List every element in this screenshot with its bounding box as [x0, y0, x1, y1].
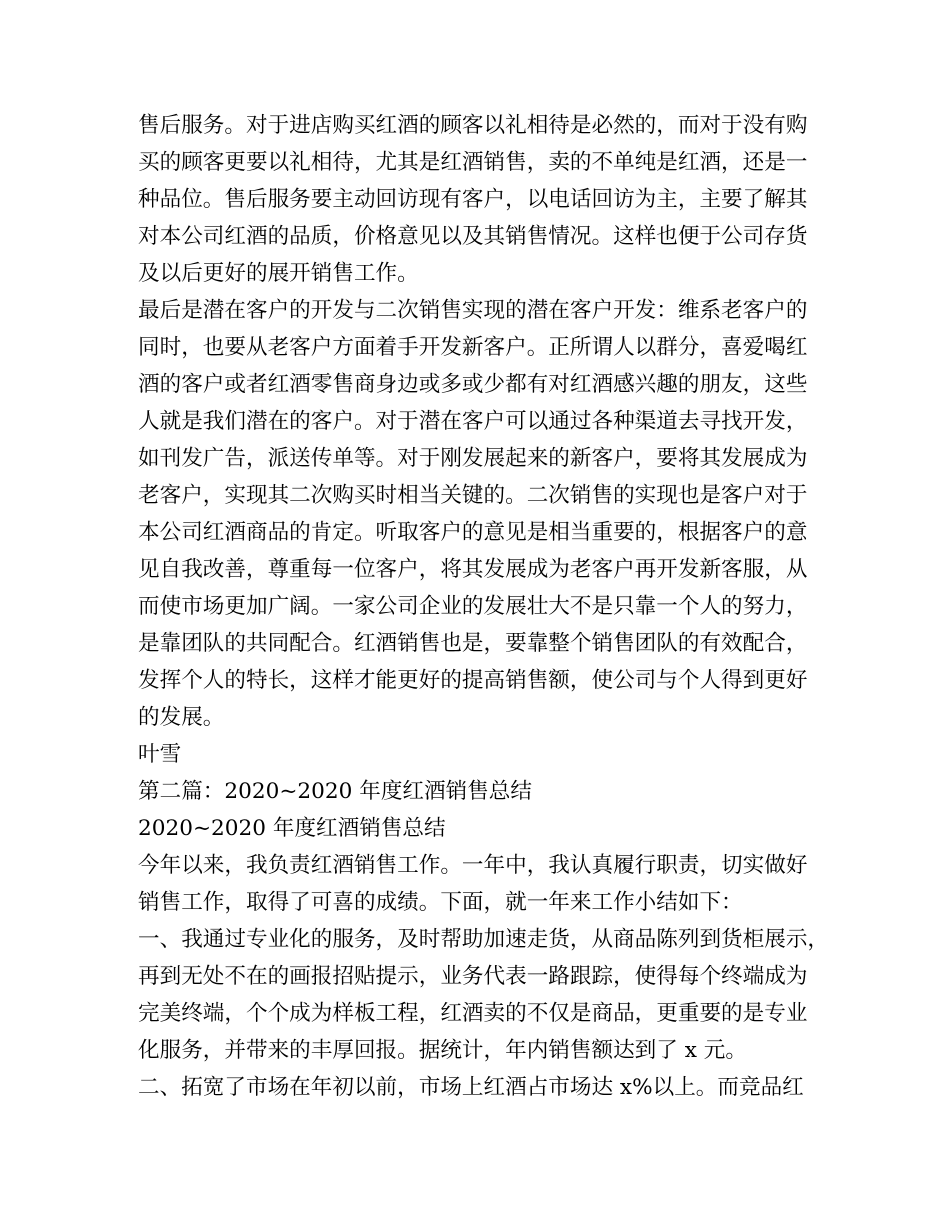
- text-line: 而使市场更加广阔。一家公司企业的发展壮大不是只靠一个人的努力，: [138, 594, 808, 619]
- text-line: 的发展。: [138, 705, 225, 730]
- text-line: 一、我通过专业化的服务，及时帮助加速走货，从商品陈列到货柜展示，: [138, 927, 830, 952]
- text-line: 售后服务。对于进店购买红酒的顾客以礼相待是必然的，而对于没有购: [138, 113, 808, 138]
- text-line: 如刊发广告，派送传单等。对于刚发展起来的新客户，要将其发展成为: [138, 446, 808, 471]
- text-line: 销售工作，取得了可喜的成绩。下面，就一年来工作小结如下：: [138, 890, 743, 915]
- section-title: 2020~2020 年度红酒销售总结: [138, 816, 446, 841]
- text-line: 酒的客户或者红酒零售商身边或多或少都有对红酒感兴趣的朋友，这些: [138, 372, 808, 397]
- text-line: 买的顾客更要以礼相待，尤其是红酒销售，卖的不单纯是红酒，还是一: [138, 150, 808, 175]
- document-body: [138, 107, 828, 1106]
- text-line: 本公司红酒商品的肯定。听取客户的意见是相当重要的，根据客户的意: [138, 520, 808, 545]
- text-line: 最后是潜在客户的开发与二次销售实现的潜在客户开发：维系老客户的: [138, 298, 808, 323]
- text-line: 种品位。售后服务要主动回访现有客户，以电话回访为主，主要了解其: [138, 187, 808, 212]
- text-line: 是靠团队的共同配合。红酒销售也是，要靠整个销售团队的有效配合，: [138, 631, 808, 656]
- text-line: 老客户，实现其二次购买时相当关键的。二次销售的实现也是客户对于: [138, 483, 808, 508]
- text-line: 同时，也要从老客户方面着手开发新客户。正所谓人以群分，喜爱喝红: [138, 335, 808, 360]
- author-name: 叶雪: [138, 742, 182, 767]
- text-line: 再到无处不在的画报招贴提示，业务代表一路跟踪，使得每个终端成为: [138, 964, 808, 989]
- text-line: 人就是我们潜在的客户。对于潜在客户可以通过各种渠道去寻找开发，: [138, 409, 808, 434]
- text-line: 今年以来，我负责红酒销售工作。一年中，我认真履行职责，切实做好: [138, 853, 808, 878]
- text-line: 化服务，并带来的丰厚回报。据统计，年内销售额达到了 x 元。: [138, 1038, 747, 1063]
- text-line: 发挥个人的特长，这样才能更好的提高销售额，使公司与个人得到更好: [138, 668, 808, 693]
- text-line: 对本公司红酒的品质，价格意见以及其销售情况。这样也便于公司存货: [138, 224, 808, 249]
- text-line: 及以后更好的展开销售工作。: [138, 261, 419, 286]
- text-line: 完美终端，个个成为样板工程，红酒卖的不仅是商品，更重要的是专业: [138, 1001, 808, 1026]
- text-line: 见自我改善，尊重每一位客户，将其发展成为老客户再开发新客服，从: [138, 557, 808, 582]
- section-heading: 第二篇：2020~2020 年度红酒销售总结: [138, 779, 532, 804]
- text-line: 二、拓宽了市场在年初以前，市场上红酒占市场达 x%以上。而竞品红: [138, 1075, 804, 1100]
